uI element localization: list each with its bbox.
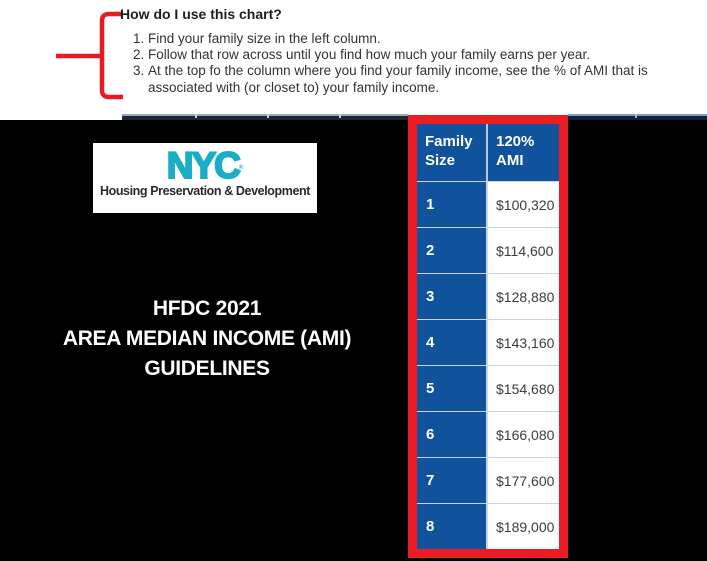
ami-table-red-highlight (408, 115, 568, 558)
income-cell: $166,080 (488, 412, 559, 457)
nyc-logo-department: Housing Preservation & Development (99, 184, 311, 198)
family-size-cell: 2 (417, 228, 488, 273)
table-row (417, 227, 559, 273)
nyc-hpd-logo (93, 143, 317, 213)
family-size-cell: 7 (417, 458, 488, 503)
table-row (417, 273, 559, 319)
header-120-ami: 120% AMI (496, 133, 535, 169)
table-row (417, 365, 559, 411)
column-divider-tick (195, 114, 197, 118)
column-divider-tick (267, 114, 269, 118)
income-cell: $189,000 (488, 504, 559, 549)
poster-title-line-1: HFDC 2021 (152, 297, 262, 320)
family-size-cell: 5 (417, 366, 488, 411)
income-cell: $154,680 (488, 366, 559, 411)
table-row (417, 319, 559, 365)
table-row (417, 457, 559, 503)
income-cell: $128,880 (488, 274, 559, 319)
nyc-logo-text: NYC® (166, 145, 244, 186)
header-family-size: Family Size (417, 124, 488, 181)
table-row (417, 181, 559, 227)
column-divider-tick (339, 114, 341, 118)
poster-title-line-2: AREA MEDIAN INCOME (AMI) (62, 327, 352, 350)
table-row (417, 411, 559, 457)
instruction-step-3: 3. At the top fo the column where you find your family income, see the % of AMI that is associated with (or closet to) your family income. (148, 63, 693, 95)
income-cell: $100,320 (488, 182, 559, 227)
column-divider-tick (635, 114, 637, 118)
ami-table (417, 124, 559, 549)
table-row (417, 503, 559, 549)
income-cell: $177,600 (488, 458, 559, 503)
family-size-cell: 4 (417, 320, 488, 365)
instructions-heading: How do I use this chart? (120, 6, 282, 22)
instruction-step-1: 1. Find your family size in the left column. (148, 31, 693, 47)
instruction-step-2: 2. Follow that row across until you find how much your family earns per year. (148, 47, 693, 63)
income-cell: $143,160 (488, 320, 559, 365)
table-header-row (417, 124, 559, 181)
family-size-cell: 8 (417, 504, 488, 549)
red-brace-icon (52, 8, 128, 103)
poster-title (0, 294, 414, 384)
registered-mark: ® (238, 165, 244, 171)
income-cell: $114,600 (488, 228, 559, 273)
poster-title-line-3: GUIDELINES (144, 357, 270, 380)
instructions-list (127, 31, 693, 96)
family-size-cell: 6 (417, 412, 488, 457)
family-size-cell: 1 (417, 182, 488, 227)
family-size-cell: 3 (417, 274, 488, 319)
